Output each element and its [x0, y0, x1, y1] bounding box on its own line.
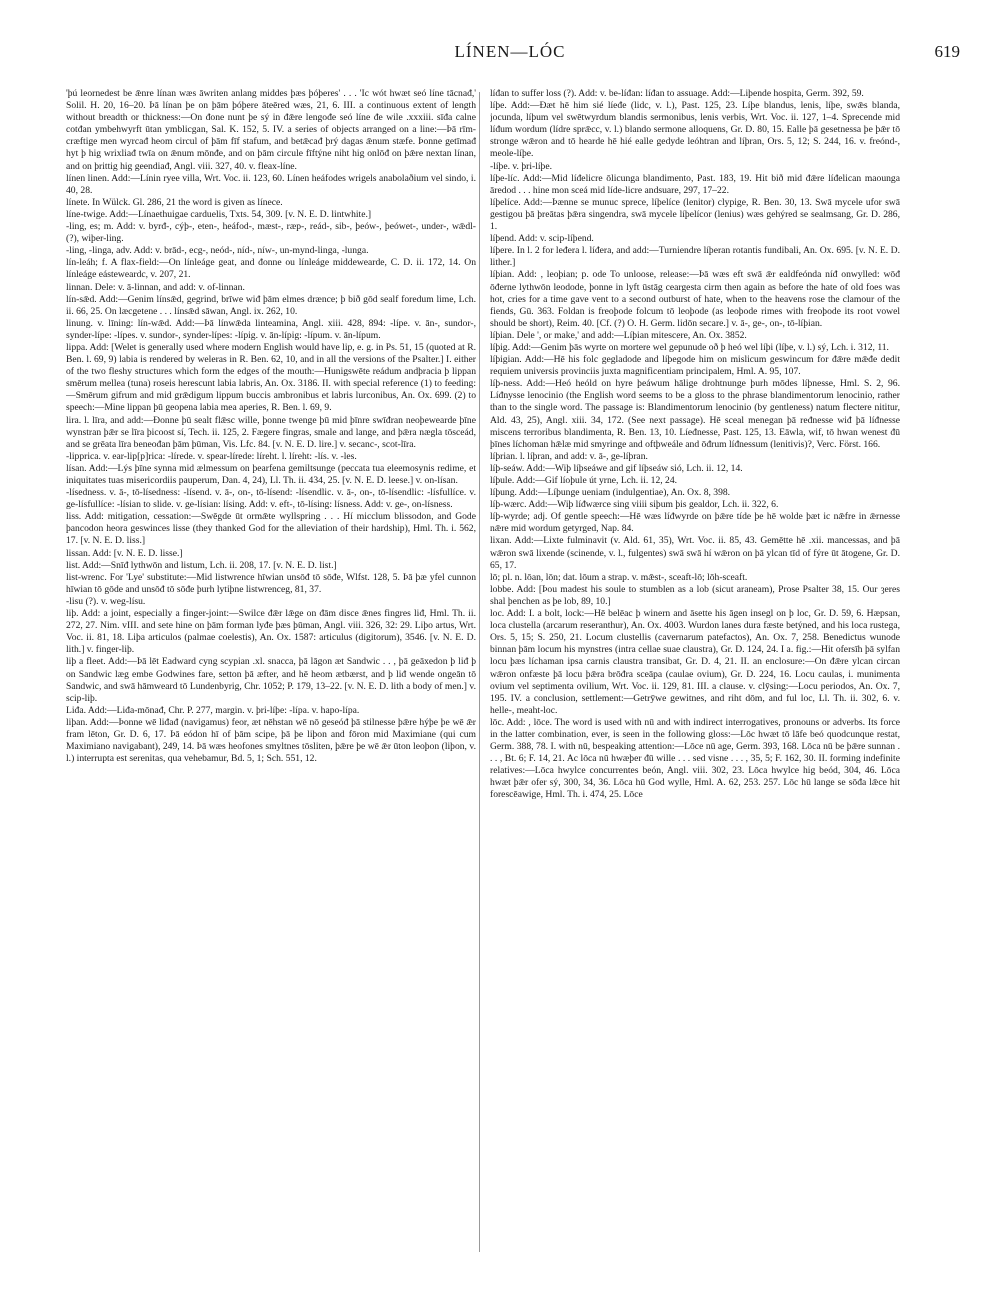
right-column — [490, 88, 900, 1268]
dictionary-entry: línen linen. Add:—Línin ryee villa, Wrt. Voc. ii. 123, 60. Línen heáfodes wrigels anabolaðium vel sindo, i. 40, 28. — [66, 172, 476, 196]
dictionary-entry: -ling, es; m. Add: v. byrđ-, cýþ-, eten-, heáfod-, mæst-, ræp-, reád-, sib-, þeów-, þeówet-, under-, wǣdl- (?), wiþer-ling. — [66, 221, 476, 245]
dictionary-entry: línete. In Wülck. Gl. 286, 21 the word is given as línece. — [66, 196, 283, 208]
dictionary-entry: líþig. Add:—Genim þās wyrte on mortere wel gepunude oð þ heó wel líþi (líþe, v. l.) sý, Lch. i. 312, 11. — [490, 341, 889, 353]
dictionary-entry: líþrian. l. líþran, and add: v. ā-, ge-líþran. — [490, 450, 648, 462]
dictionary-entry: Liđa. Add:—Liđa-mōnađ, Chr. P. 277, margin. v. þri-líþe: -lípa. v. hapo-lípa. — [66, 704, 360, 716]
dictionary-entry: liss. Add: mitigation, cessation:—Swēgde ūt ormǣte wyllspring . . . Hí micclum blissodon, and Gode þancodon heora geswinces lisse (they thanked God for the alleviation of their hardship), Hml. Th. i. 562, 17. [v. N. E. D. liss.] — [66, 511, 476, 547]
dictionary-entry: líne-twige. Add:—Línaethuigae carduelis, Txts. 54, 309. [v. N. E. D. lintwhite.] — [66, 208, 372, 220]
dictionary-entry: -lísedness. v. ā-, tō-lísedness: -lísend. v. ā-, on-, tō-lísend: -lísendlic. v. ā-, on-, tō-lísendlic: -lísfullíce. v. ge-lísfullíce: -lísian to slide. v. ge-lísian: lísing. Add: v. eft-, tō-lísing: lísness. Add: v. ge-, on-lísness. — [66, 487, 476, 511]
dictionary-entry: lōc. Add: , lōce. The word is used with nū and with indirect interrogatives, pronouns or adverbs. Its force in the latter combination, ever, is seen in the following gloss:—Lōc hwæt tō lāfe beó quodcunque restat, Germ. 388, 78. I. with nū, bespeaking attention:—Lōce nū age, Germ. 393, 168. Lōca nū be þǣre sunnan . . . , Bt. 6; F. 14, 21. Ac lōca nū hwæþer đū wille . . . sed visne . . . , 35, 5; F. 162, 30. II. forming indefinite relatives:—Lōca hwylce concurrentes beón, Angl. viii. 302, 23. Lōca hwylce hig beód, 304, 46. Lōca hwæt þǣr ofer sý, 300, 34, 36. Lōca hū God wylle, Hml. A. 62, 253. 257. Lōc hū lange se sōđa lǣce hit forescēawige, Hml. Th. i. 474, 25. Lōce — [490, 716, 900, 801]
dictionary-entry: líđan to suffer loss (?). Add: v. be-líđan: líđan to assuage. Add:—Liþende hospita, Germ. 392, 59. — [490, 88, 864, 99]
page-header — [60, 42, 960, 66]
dictionary-entry: lira. l. līra, and add:—Đonne þū sealt flǣsc wille, þonne twenge þū mid þīnre swīđran neoþewearde þīne wynstran þǣr se līra þicoost sí, Tech. ii. 125, 2. Fægere fingras, smale and lange, and þǣra nægla tōsceád, and se grēata līra beneođan þām þūman, Vis. Lfc. 84. [v. N. E. D. lire.] v. secanc-, scot-līra. — [66, 414, 476, 450]
dictionary-entry: liþan. Add:—Þonne wē liđađ (navigamus) feor, æt nēhstan wē nō geseóđ þā stilnesse þǣre hýþe þe wē ǣr fram lēton, Gr. D. 6, 17. Þā eódon hī of þām scipe, þā þe liþon and fōron mid Maximiane (qui cum Maximiano navigabant), 249, 14. Þā wæs heofones smyltnes tōsliten, þǣre þe wē ǣr ūton leoþon (liþon, v. l.) interrupta est serenitas, qua vehebamur, Bd. 5, 1; Sch. 551, 12. — [66, 716, 476, 765]
dictionary-entry: -ling, -linga, adv. Add: v. brād-, ecg-, neód-, níd-, níw-, un-mynd-linga, -lunga. — [66, 245, 369, 257]
page-number: 619 — [934, 42, 960, 61]
dictionary-entry: linung. v. līning: lín-wǣd. Add:—Þā línwǣda linteamina, Angl. xiii. 428, 894: -lípe. v. ān-, sundor-, synder-lípe: -lípes. v. sundor-, synder-lípes: -lípig. v. ān-lípig: -lípum. v. ān-lípum. — [66, 317, 476, 341]
dictionary-entry: líþung. Add:—Líþunge ueniam (indulgentiae), An. Ox. 8, 398. — [490, 487, 731, 499]
dictionary-entry: lísan. Add:—Lýs þīne synna mid ælmessum on þearfena gemiltsunge (peccata tua eleemosynis redime, et iniquitates tuas misericordiis pauperum, Dan. 4, 24), Ll. Th. ii. 434, 25. [v. N. E. D. leese.] v. on-lísan. — [66, 462, 476, 486]
dictionary-entry: lín-leáh; f. A flax-field:—On línleáge geat, and đonne ou línleáge middewearde, C. D. ii. 172, 14. On línleáge eásteweardc, v. 207, 21. — [66, 257, 476, 281]
dictionary-entry: linnan. Dele: v. ā-linnan, and add: v. of-linnan. — [66, 281, 245, 293]
running-title: LÍNEN—LÓC — [454, 42, 566, 61]
dictionary-entry: líþ-seáw. Add:—Wiþ líþseáwe and gif líþseáw sió, Lch. ii. 12, 14. — [490, 462, 743, 474]
dictionary-entry: list-wrenc. For 'Lye' substitute:—Mid listwrence hīwian unsōđ tō sōđe, Wlfst. 128, 5. Þā þæ yfel cunnon hīwian tō gōde and unsōđ tō sōđe þurh lytiþne listwrenceg, 81, 37. — [66, 571, 476, 595]
dictionary-entry: liþ. Add: a joint, especially a finger-joint:—Swilce đǣr lǣge on đām disce ǣnes fingres liđ, Hml. Th. ii. 272, 27. Nim. vIII. and sete hine on þām forman lyđe þæs þūman, Angl. viii. 326, 32: 29. Liþo artus, Wrt. Voc. ii. 81, 18. Liþa articulos (palmae coelestis), An. Ox. 1587: articulus (digitorum), 3546. [v. N. E. D. lith.] v. finger-liþ. — [66, 608, 476, 656]
dictionary-entry: 'þú leornedest be ǣnre línan wæs āwriten anlang middes þæs þóþeres' . . . 'Ic wót hwæt seó líne tācnađ,' Solil. H. 20, 16–20. Þā línan þe on þām þóþere āteēred wæs, 21, 6. III. a continuous extent of length without breadth or thickness:—On đone nunt þe sý in đǣre lengođe seó líne đe wile .xxxiii. sīđa calne cotđan ymbehwyrft ūtan ymblicgan, Sal. K. 152, 5. IV. a series of objects arranged on a line:—Þā rīm-cræftige men wyrcađ heom circul of þām fīf stafum, and betǣcađ þrý dagas ǣnum stæfe. Þonne getīmađ hyt þ hig wrixliađ twīa on ǣnum mōnđe, and on þām circule fīftýne niht hig onlōđ on þǣre nextan línan, and on þrittig hig geendiađ, Angl. viii. 327, 40. v. fleax-líne. — [66, 88, 476, 172]
dictionary-entry: líþelíce. Add:—Þænne se munuc sprece, líþelíce (lenitor) clypige, R. Ben. 30, 13. Swā mycele ufor swā gestigou þā þreātas þǣra singendra, swā mycele líþelícor (lenius) wæs gehýred se sealmsang, Gr. D. 286, 1. — [490, 196, 900, 233]
dictionary-entry: líþere. In l. 2 for leđera l. líđera, and add:—Turniendre líþeran rotantis fundibali, An. Ox. 695. [v. N. E. D. lither.] — [490, 245, 900, 269]
dictionary-entry: lippa. Add: [Welet is generally used where modern English would have lip, e. g. in Ps. 51, 15 (quoted at R. Ben. l. 69, 9) labia is rendered by weleras in R. Ben. 62, 10, and in all the versions of the Psalter.] I. either of the two fleshy structures which form the edges of the mouth:—Hunigswēte reádum andþracia þ lippan smērum mellea (tuna) roseis herescunt labia labris, An. Ox. 3186. II. with special reference (1) to feeding:—Smērum gifrum and mid grǣdigum lippum buccis ambronibus et labris lurconibus, An. Ox. 699. (2) to speech:—Mine lippan þū geopena labia mea aperies, R. Ben. l. 69, 9. — [66, 341, 476, 414]
dictionary-entry: lixan. Add:—Lixte fulminavit (v. Ald. 61, 35), Wrt. Voc. ii. 85, 43. Gemētte hē .xii. mancessas, and þā wǣron swā lixende (scinende, v. l., fulgentes) swā swā hí wǣron on þā ylcan tīd of fýre ūt ātogene, Gr. D. 65, 17. — [490, 535, 900, 571]
dictionary-entry: -lisu (?). v. weg-lísu. — [66, 595, 146, 607]
dictionary-entry: líþe. Add:—Đæt hē him sié líeđe (lidc, v. l.), Past. 125, 23. Líþe blandus, lenis, líþe, swǣs blanda, jocunda, líþum vel swētwyrdum blandis sermonibus, lenis verbis, Wrt. Voc. ii. 127, 1–4. Sprecende mid líđum wordum (lídre sprǣcc, v. l.) blando sermone alloquens, Gr. D. 80, 15. Ealle þā gesetnessa þe þǣr tō stronge wǣron and tō hearde hē hié ealle gedyde leóhtran and líþran, Ors. 5, 12; S. 244, 16. v. freónd-, meole-líþe. — [490, 100, 900, 160]
dictionary-entry: lobbe. Add: [Þou madest his soule to stumblen as a lob (sicut araneam), Prose Psalter 38, 15. Our ȝeres shal þenchen as þe lob, 89, 10.] — [490, 583, 900, 607]
dictionary-entry: liþ a fleet. Add:—Þā lēt Eadward cyng scypian .xl. snacca, þā lāgon æt Sandwic . . , þā geāxedon þ liđ þ on Sandwic læg embe Godwines fare, setton þā æfter, and hē heom ætbærst, and þ liđ wende ongeān tō Sandwic, and swā hāmweard tō Lundenbyrig, Chr. 1052; P. 179, 13–22. [v. N. E. D. lith a body of men.] v. scip-liþ. — [66, 656, 476, 704]
dictionary-entry: list. Add:—Snīđ lythwōn and listum, Lch. ii. 208, 17. [v. N. E. D. list.] — [66, 559, 337, 571]
dictionary-entry: líþule. Add:—Gif líoþule út yrne, Lch. ii. 12, 24. — [490, 475, 678, 486]
dictionary-entry: líþe-líc. Add:—Mid líđelicre ōlicunga blandimento, Past. 183, 19. Hit bið mid đǣre líđelican maounga āredod . . . hine mon sceá mid líde-licre andsuare, 297, 17–22. — [490, 172, 900, 196]
dictionary-entry: líþigian. Add:—Hē his folc gegladode and líþegode him on mislicum geswincum for đǣre mǣđe dedit requiem universis provinciis juxta magnificentiam principalem, Hml. A. 95, 107. — [490, 354, 900, 378]
dictionary-entry: lín-sǣd. Add:—Genim línsǣd, gegrind, brīwe wiđ þām elmes drænce; þ bið gōd sealf foredum lime, Lch. ii. 66, 25. On læcgetene . . . línsǣd sāwan, Angl. ix. 262, 10. — [66, 293, 476, 317]
dictionary-entry: líþend. Add: v. scip-líþend. — [490, 233, 594, 245]
dictionary-entry: líþ-wyrde; adj. Of gentle speech:—Hē wæs líđwyrde on þǣre tíde þe hē wolde þæt ic nǣfre in ǣrnesse nǣre mid wordum getyrged, Nap. 84. — [490, 511, 900, 535]
column-divider — [479, 92, 480, 1252]
dictionary-entry: líþ-wærc. Add:—Wiþ líđwærce sing viiii siþum þis gealdor, Lch. ii. 322, 6. — [490, 499, 779, 511]
left-column — [66, 88, 476, 1268]
dictionary-entry: líþian. Add: , leoþian; p. ode To unloose, release:—Þā wæs eft swā ǣr ealdfeónda níđ onwylled: wōđ ōđerne lythwōn leodode, þonne in lyft ūstāg ceargesta cirm then again as before the hate of old foes was hot, cries for a time gave vent to a second outburst of hate, when to the heavens rose the clamour of the fiends, Gū. 363. Foldan is freoþode folcum tō leoþode (as leoþode rimes with freoþode its root vowel should be short), Reim. 40. [Cf. (?) O. H. Germ. lidōn secare.] v. ā-, ge-, on-, tō-líþian. — [490, 269, 900, 329]
dictionary-entry: loc. Add: I. a bolt, lock:—Hē belēac þ winern and āsette his āgen insegl on þ loc, Gr. D. 59, 6. Hæpsan, loca clustella (arcarum reseranthur), An. Ox. 4003. Wurdon lanes dura fæste betýned, and his loca rustega, Ors. 5, 15; S. 250, 21. Locum clustellis (cavernarum patefactos), An. Ox. 7, 258. Benedictus wunode binnan þām locum his mynstres (intra cellae suae claustra), Gr. D. 124, 24. I a. fig.:—Hit ofersīh þā sylfan locu þæs líchaman ipsa carnis claustra transibat, Gr. D. 4, 21. II. an enclosure:—On đǣre ylcan circan wǣron onfæste þā locu þǣra brōđra sceāpa (caulae ovium), Gr. D. 224, 16. Locu caulas, i. munimenta ovium vel septimenta ovilium, Wrt. Voc. ii. 129, 81. III. a clause. v. clȳsing:—Locu periodos, An. Ox. 7, 195. IV. a conclusion, settlement:—Getrȳwe gewitnes, and riht dōm, and ful loc, Ll. Th. ii. 302, 6. v. helle-, meaht-loc. — [490, 608, 900, 716]
dictionary-entry: lō; pl. n. lōan, lōn; dat. lōum a strap. v. mǣst-, sceaft-lō; lōh-sceaft. — [490, 571, 748, 583]
dictionary-entry: lissan. Add: [v. N. E. D. lisse.] — [66, 547, 183, 559]
dictionary-entry: -lipprica. v. ear-lip[p]rica: -lírede. v. spear-lírede: líreht. l. líreht: -lís. v. -les. — [66, 450, 357, 462]
dictionary-entry: líþ-ness. Add:—Heó heóld on hyre þeáwum hālige drohtnunge þurh mōdes líþnesse, Hml. S. 2, 96. Líđnysse lenocinio (the English word seems to be a gloss to the phrase blandimentorum lenocinio, rather than to the single word. The passage is: Blandimentorum lenocinio (by gentleness) natum flectere nititur, Ald. 43, 25), Angl. xiii. 34, 172. (See next passage). Hē sceal menegan þā ređnesse wiđ þā líđnesse miscens terroribus blandimenta, R. Ben. 13, 10. Líeđnesse, Past. 125, 13. Eāwla, wif, tō hwan wenest đū þīnes líchoman hǣlæ mid smyringe and oftþweále and ōđrum líđnessum (lenitivis)?, Verc. Först. 166. — [490, 378, 900, 450]
dictionary-entry: -líþe. v. þri-líþe. — [490, 160, 552, 172]
dictionary-entry: líþian. Dele ', or make,' and add:—Líþian mitescere, An. Ox. 3852. — [490, 329, 747, 341]
